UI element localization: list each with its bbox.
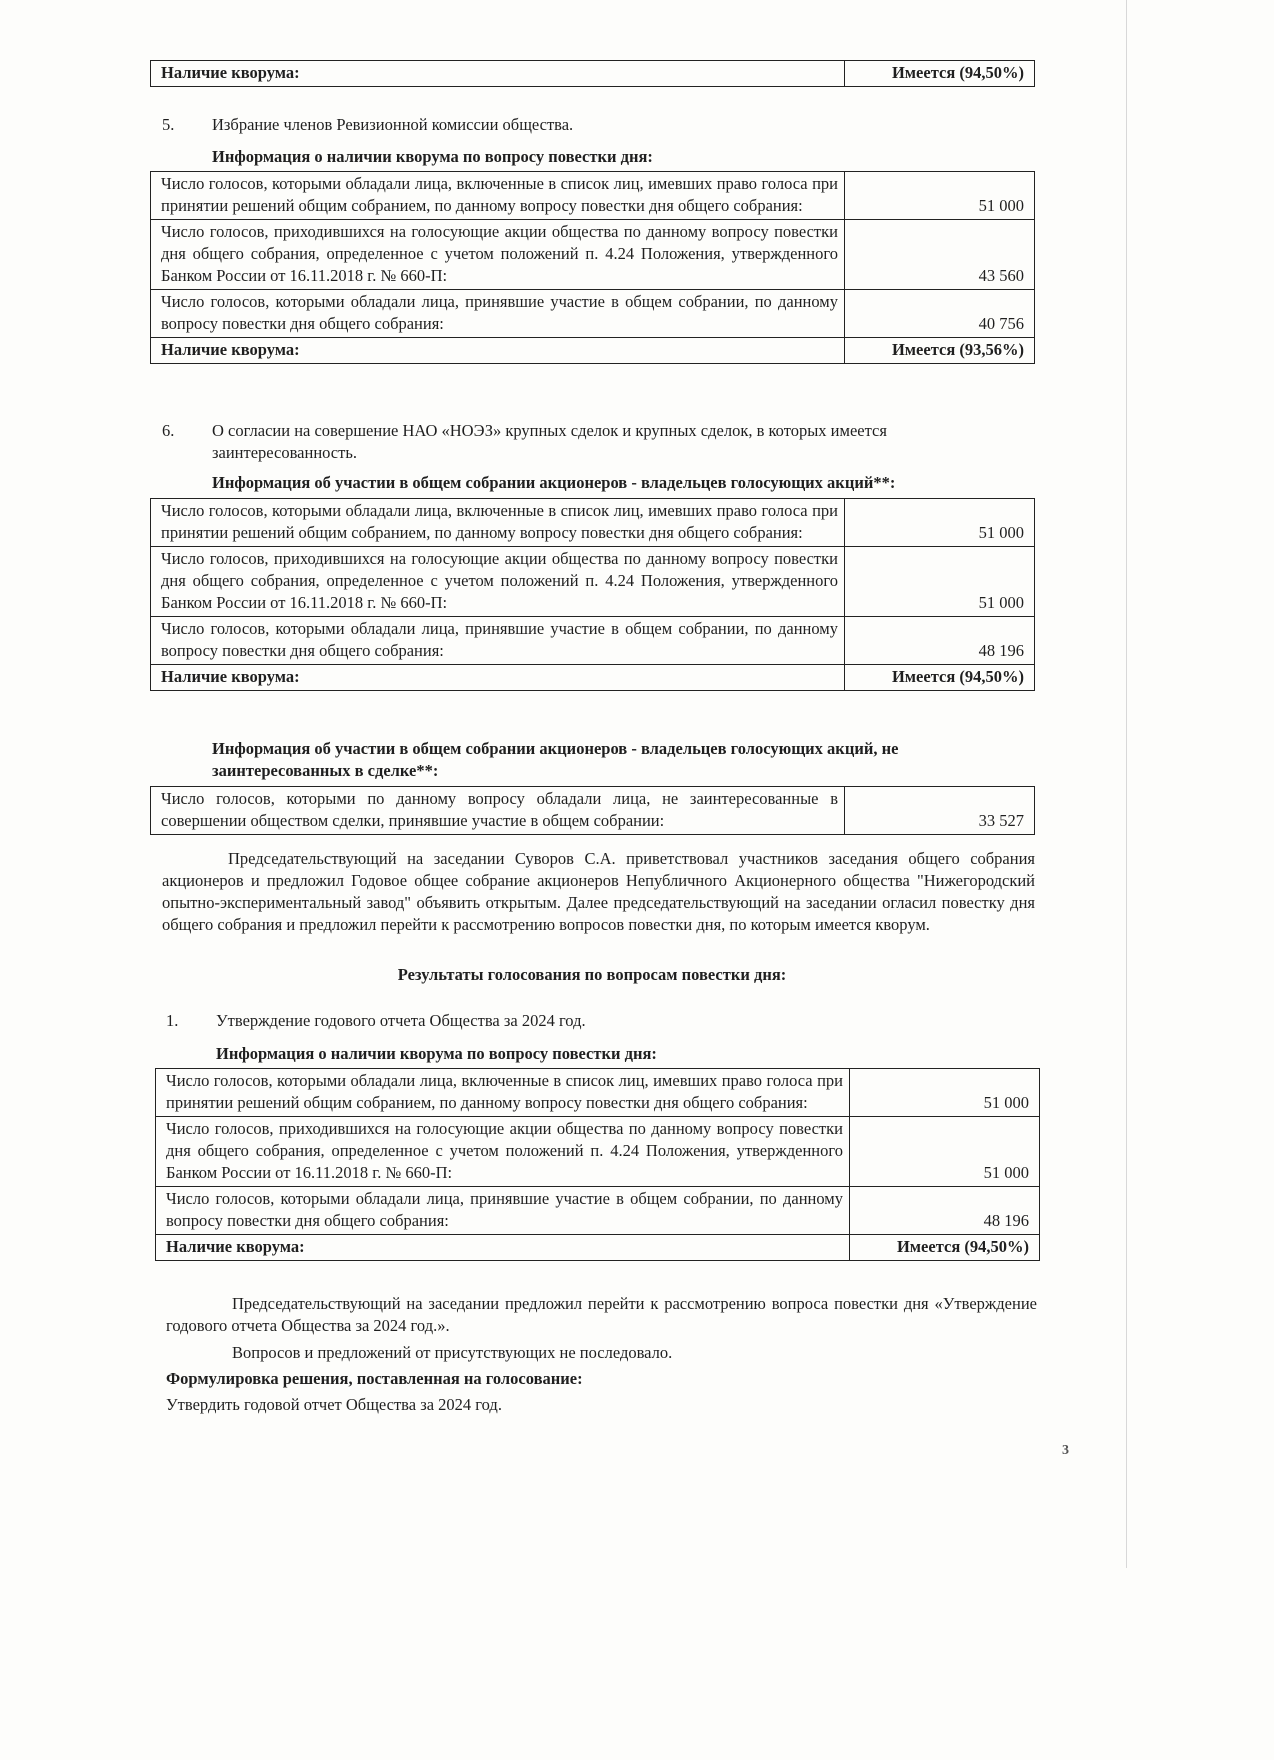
table-row	[151, 547, 1035, 617]
quorum-value: Имеется (94,50%)	[845, 61, 1035, 87]
row-value: 48 196	[845, 617, 1035, 665]
result1-heading: Информация о наличии кворума по вопросу повестки дня:	[216, 1044, 657, 1063]
quorum-value: Имеется (93,56%)	[845, 338, 1035, 364]
quorum-row	[151, 665, 1035, 691]
item-title: Избрание членов Ревизионной комиссии общества.	[212, 115, 574, 134]
scan-edge	[1126, 0, 1127, 1568]
row-label: Число голосов, приходившихся на голосующие акции общества по данному вопросу повестки дня общего собрания, определенное с учетом положений п. 4.24 Положения, утвержденного Банком России от 16.11.2018 г. № 660-П:	[151, 220, 845, 290]
quorum-row	[156, 1235, 1040, 1261]
item5-heading: Информация о наличии кворума по вопросу повестки дня:	[212, 147, 653, 166]
decision-heading: Формулировка решения, поставленная на голосование:	[166, 1369, 583, 1388]
row-label: Число голосов, приходившихся на голосующие акции общества по данному вопросу повестки дня общего собрания, определенное с учетом положений п. 4.24 Положения, утвержденного Банком России от 16.11.2018 г. № 660-П:	[151, 547, 845, 617]
row-label: Число голосов, которыми обладали лица, включенные в список лиц, имевших право голоса при принятии решений общим собранием, по данному вопросу повестки дня общего собрания:	[156, 1069, 850, 1117]
row-value: 43 560	[845, 220, 1035, 290]
table-row	[151, 172, 1035, 220]
quorum-value: Имеется (94,50%)	[845, 665, 1035, 691]
result1-quorum-table	[155, 1068, 1040, 1261]
top-quorum-table	[150, 60, 1035, 87]
row-label: Число голосов, которыми обладали лица, включенные в список лиц, имевших право голоса при принятии решений общим собранием, по данному вопросу повестки дня общего собрания:	[151, 172, 845, 220]
quorum-label: Наличие кворума:	[151, 665, 845, 691]
row-value: 48 196	[850, 1187, 1040, 1235]
decision-text: Утвердить годовой отчет Общества за 2024 год.	[166, 1395, 502, 1414]
item6-heading: Информация об участии в общем собрании акционеров - владельцев голосующих акций**:	[212, 473, 896, 492]
row-value: 51 000	[845, 172, 1035, 220]
item6-participation-table	[150, 498, 1035, 691]
quorum-label: Наличие кворума:	[151, 61, 845, 87]
item-number: 5.	[162, 115, 175, 134]
row-label: Число голосов, которыми обладали лица, принявшие участие в общем собрании, по данному вопросу повестки дня общего собрания:	[156, 1187, 850, 1235]
row-value: 40 756	[845, 290, 1035, 338]
agenda-item-6	[162, 420, 1022, 464]
table-row	[156, 1187, 1040, 1235]
item5-quorum-table	[150, 171, 1035, 364]
row-value: 33 527	[845, 787, 1035, 835]
row-value: 51 000	[850, 1069, 1040, 1117]
table-row	[156, 1069, 1040, 1117]
quorum-row	[151, 338, 1035, 364]
table-row	[151, 290, 1035, 338]
item-title: Утверждение годового отчета Общества за 2024 год.	[216, 1011, 586, 1030]
table-row	[151, 617, 1035, 665]
row-label: Число голосов, которыми по данному вопросу обладали лица, не заинтересованные в совершении обществом сделки, принявшие участие в общем собрании:	[151, 787, 845, 835]
quorum-row	[151, 61, 1035, 87]
table-row	[151, 787, 1035, 835]
row-label: Число голосов, которыми обладали лица, включенные в список лиц, имевших право голоса при принятии решений общим собранием, по данному вопросу повестки дня общего собрания:	[151, 499, 845, 547]
page-number: 3	[1062, 1443, 1069, 1458]
item-title: О согласии на совершение НАО «НОЭЗ» крупных сделок и крупных сделок, в которых имеется заинтересованность.	[212, 421, 887, 462]
quorum-value: Имеется (94,50%)	[850, 1235, 1040, 1261]
row-label: Число голосов, которыми обладали лица, принявшие участие в общем собрании, по данному вопросу повестки дня общего собрания:	[151, 290, 845, 338]
table-row	[156, 1117, 1040, 1187]
quorum-label: Наличие кворума:	[156, 1235, 850, 1261]
table-row	[151, 499, 1035, 547]
row-value: 51 000	[850, 1117, 1040, 1187]
item6-heading2: Информация об участии в общем собрании акционеров - владельцев голосующих акций, не заинтересованных в сделке**:	[212, 739, 899, 780]
row-label: Число голосов, которыми обладали лица, принявшие участие в общем собрании, по данному вопросу повестки дня общего собрания:	[151, 617, 845, 665]
quorum-label: Наличие кворума:	[151, 338, 845, 364]
row-value: 51 000	[845, 499, 1035, 547]
row-value: 51 000	[845, 547, 1035, 617]
row-label: Число голосов, приходившихся на голосующие акции общества по данному вопросу повестки дня общего собрания, определенное с учетом положений п. 4.24 Положения, утвержденного Банком России от 16.11.2018 г. № 660-П:	[156, 1117, 850, 1187]
no-questions-text: Вопросов и предложений от присутствующих не последовало.	[232, 1343, 673, 1362]
proposal-paragraph: Председательствующий на заседании предложил перейти к рассмотрению вопроса повестки дня «Утверждение годового отчета Общества за 2024 год.».	[166, 1294, 1037, 1335]
non-interested-table	[150, 786, 1035, 835]
results-heading: Результаты голосования по вопросам повестки дня:	[397, 965, 787, 984]
table-row	[151, 220, 1035, 290]
item-number: 1.	[166, 1011, 179, 1030]
chair-paragraph: Председательствующий на заседании Суворов С.А. приветствовал участников заседания общего собрания акционеров и предложил Годовое общее собрание акционеров Непубличного Акционерного общества "Нижегородский опытно-экспериментальный завод" объявить открытым. Далее председательствующий на заседании огласил повестку дня общего собрания и предложил перейти к рассмотрению вопросов повестки дня, по которым имеется кворум.	[162, 849, 1035, 934]
item-number: 6.	[162, 421, 175, 440]
